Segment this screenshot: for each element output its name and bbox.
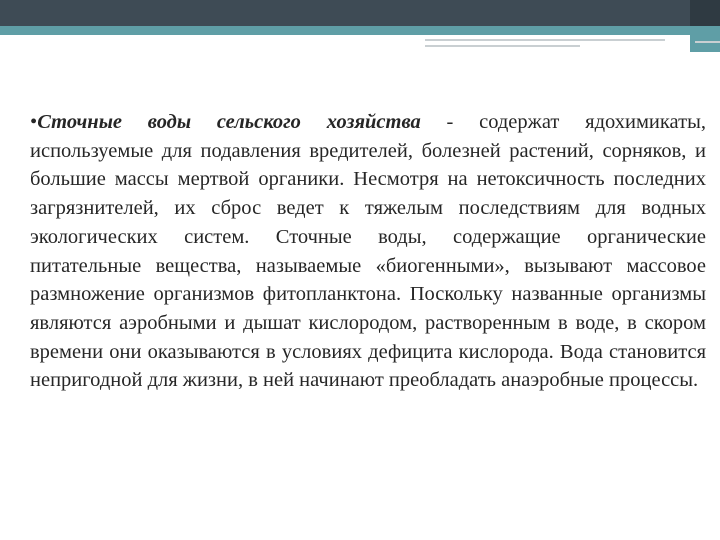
header-rule [695, 41, 720, 43]
header-band-teal [0, 26, 720, 35]
lead-phrase: Сточные воды сельского хозяйства [37, 111, 421, 133]
header-rule [425, 45, 580, 47]
body-text: - содержат ядохимикаты, используемые для подавления вредителей, болезней растений, сорняков, и большие массы мертвой органики. Несмотря на нетоксичность последних загрязнителей, их сброс ведет к тяжелым последствиям для водных экологических систем. Сточные воды, содержащие органические питательные вещества, называемые «биогенными», вызывают массовое размножение организмов фитопланктона. Поскольку названные организмы являются аэробными и дышат кислородом, растворенным в воде, в скором времени они оказываются в условиях дефицита кислорода. Вода становится непригодной для жизни, в ней начинают преобладать анаэробные процессы. [30, 111, 706, 392]
bullet: • [30, 111, 38, 133]
header-band-corner-dark [690, 0, 720, 26]
header-band-corner-teal [690, 26, 720, 52]
header-band-dark [0, 0, 720, 26]
header-rule [425, 39, 665, 41]
slide-text [30, 108, 706, 395]
